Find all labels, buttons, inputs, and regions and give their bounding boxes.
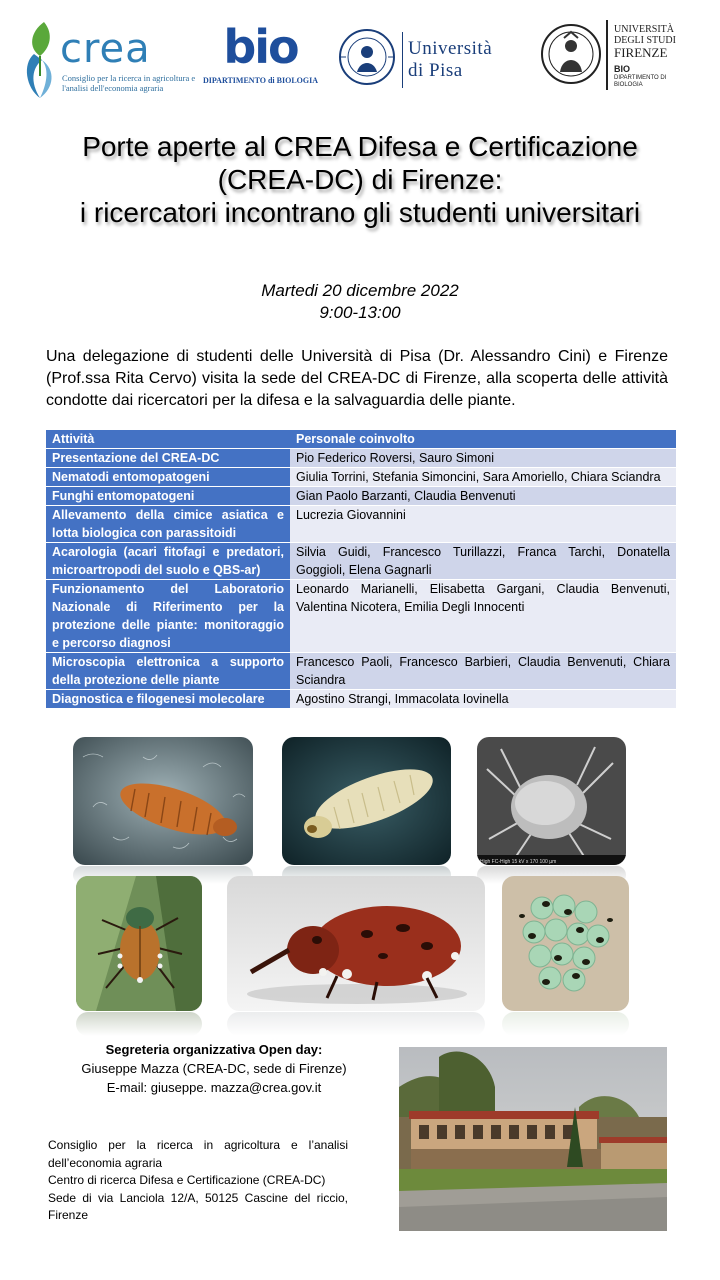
table-cell-activity: Funghi entomopatogeni (46, 487, 290, 506)
table-cell-activity: Microscopia elettronica a supporto della protezione delle piante (46, 653, 290, 690)
address-block (48, 1137, 348, 1225)
table-header-activity: Attività (46, 430, 290, 449)
crea-leaf-icon (20, 18, 62, 102)
table-cell-people: Giulia Torrini, Stefania Simoncini, Sara Amoriello, Chiara Sciandra (290, 468, 676, 487)
table-cell-people: Gian Paolo Barzanti, Claudia Benvenuti (290, 487, 676, 506)
pisa-name-line2: di Pisa (408, 60, 463, 81)
table-row (46, 506, 676, 543)
table-cell-activity: Diagnostica e filogenesi molecolare (46, 690, 290, 709)
photo-sem-mite (477, 737, 626, 865)
table-cell-activity: Acarologia (acari fitofagi e predatori, microartropodi del suolo e QBS-ar) (46, 543, 290, 580)
firenze-logo (540, 16, 715, 102)
bio-logo (198, 18, 323, 102)
secretariat-heading: Segreteria organizzativa Open day: (105, 1042, 323, 1057)
page-title (20, 130, 700, 229)
table-cell-people: Leonardo Marianelli, Elisabetta Gargani, Claudia Benvenuti, Valentina Nicotera, Emilia Degli Innocenti (290, 580, 676, 653)
table-cell-people: Lucrezia Giovannini (290, 506, 676, 543)
crea-logo (18, 16, 196, 100)
table-cell-activity: Funzionamento del Laboratorio Nazionale di Riferimento per la protezione delle piante: monitoraggio e percorso diagnosi (46, 580, 290, 653)
table-row (46, 543, 676, 580)
logo-bar (0, 14, 720, 102)
table-row (46, 690, 676, 709)
pisa-seal-icon (338, 26, 396, 88)
photo-red-weevil (227, 876, 485, 1011)
photo-larva-nematodes (73, 737, 253, 865)
firenze-name (614, 24, 676, 60)
pisa-divider (402, 32, 403, 88)
bio-wordmark: bio (223, 20, 298, 74)
table-row (46, 449, 676, 468)
pisa-name-line1: Università (408, 38, 493, 59)
photo-reflection (76, 1012, 202, 1036)
table-row (46, 468, 676, 487)
crea-subtitle: Consiglio per la ricerca in agricoltura e l'analisi dell'economia agraria (62, 73, 196, 93)
table-cell-activity: Nematodi entomopatogeni (46, 468, 290, 487)
table-cell-activity: Allevamento della cimice asiatica e lotta biologica con parassitoidi (46, 506, 290, 543)
firenze-name-line1: UNIVERSITÀ (614, 24, 674, 35)
event-date: Martedi 20 dicembre 2022 (261, 281, 459, 300)
table-cell-people: Pio Federico Roversi, Sauro Simoni (290, 449, 676, 468)
table-header-row (46, 430, 676, 449)
photo-parasitoid-eggs (502, 876, 629, 1011)
table-cell-people: Agostino Strangi, Immacolata Iovinella (290, 690, 676, 709)
photo-japanese-beetle (76, 876, 202, 1011)
photo-reflection (227, 1012, 485, 1036)
secretariat-block (44, 1040, 384, 1097)
event-time: 9:00-13:00 (319, 303, 401, 322)
title-line3: i ricercatori incontrano gli studenti universitari (79, 197, 641, 228)
address-line1: Consiglio per la ricerca in agricoltura e l’analisi dell’economia agraria (48, 1138, 348, 1170)
table-row (46, 580, 676, 653)
firenze-name-line2: DEGLI STUDI (614, 35, 676, 46)
title-line1: Porte aperte al CREA Difesa e Certificazione (82, 131, 638, 162)
title-line2: (CREA-DC) di Firenze: (217, 164, 503, 195)
address-line2: Centro di ricerca Difesa e Certificazione (CREA-DC) (48, 1173, 326, 1187)
table-cell-activity: Presentazione del CREA-DC (46, 449, 290, 468)
firenze-dip-label: DIPARTIMENTO DI BIOLOGIA (614, 75, 667, 88)
firenze-bio-label: BIO (614, 64, 631, 74)
bio-subtitle: DIPARTIMENTO di BIOLOGIA (203, 76, 318, 85)
sem-caption: High FC-High 15 kV x 170 100 µm (480, 859, 557, 865)
photo-pale-larva (282, 737, 451, 865)
table-row (46, 653, 676, 690)
firenze-seal-icon (540, 20, 602, 88)
table-row (46, 487, 676, 506)
photo-reflection (502, 1012, 629, 1036)
secretariat-name: Giuseppe Mazza (CREA-DC, sede di Firenze) (81, 1061, 347, 1076)
firenze-divider (606, 20, 608, 90)
activities-table (46, 430, 676, 709)
pisa-name (408, 38, 492, 82)
table-cell-people: Francesco Paoli, Francesco Barbieri, Claudia Benvenuti, Chiara Sciandra (290, 653, 676, 690)
table-cell-people: Silvia Guidi, Francesco Turillazzi, Franca Tarchi, Donatella Goggioli, Elena Gagnarli (290, 543, 676, 580)
firenze-name-line3: FIRENZE (614, 45, 668, 60)
address-line3: Sede di via Lanciola 12/A, 50125 Cascine del riccio, Firenze (48, 1190, 348, 1222)
photo-crea-building (399, 1047, 667, 1231)
event-datetime (0, 280, 720, 324)
table-header-people: Personale coinvolto (290, 430, 676, 449)
intro-paragraph: Una delegazione di studenti delle Università di Pisa (Dr. Alessandro Cini) e Firenze (Prof.ssa Rita Cervo) visita la sede del CREA-DC di Firenze, alla scoperta delle attività condotte dai ricercatori per la difesa e la salvaguardia delle piante. (46, 348, 668, 409)
crea-wordmark: crea (60, 26, 151, 72)
secretariat-email[interactable]: E-mail: giuseppe. mazza@crea.gov.it (106, 1080, 322, 1095)
pisa-logo (338, 22, 528, 102)
